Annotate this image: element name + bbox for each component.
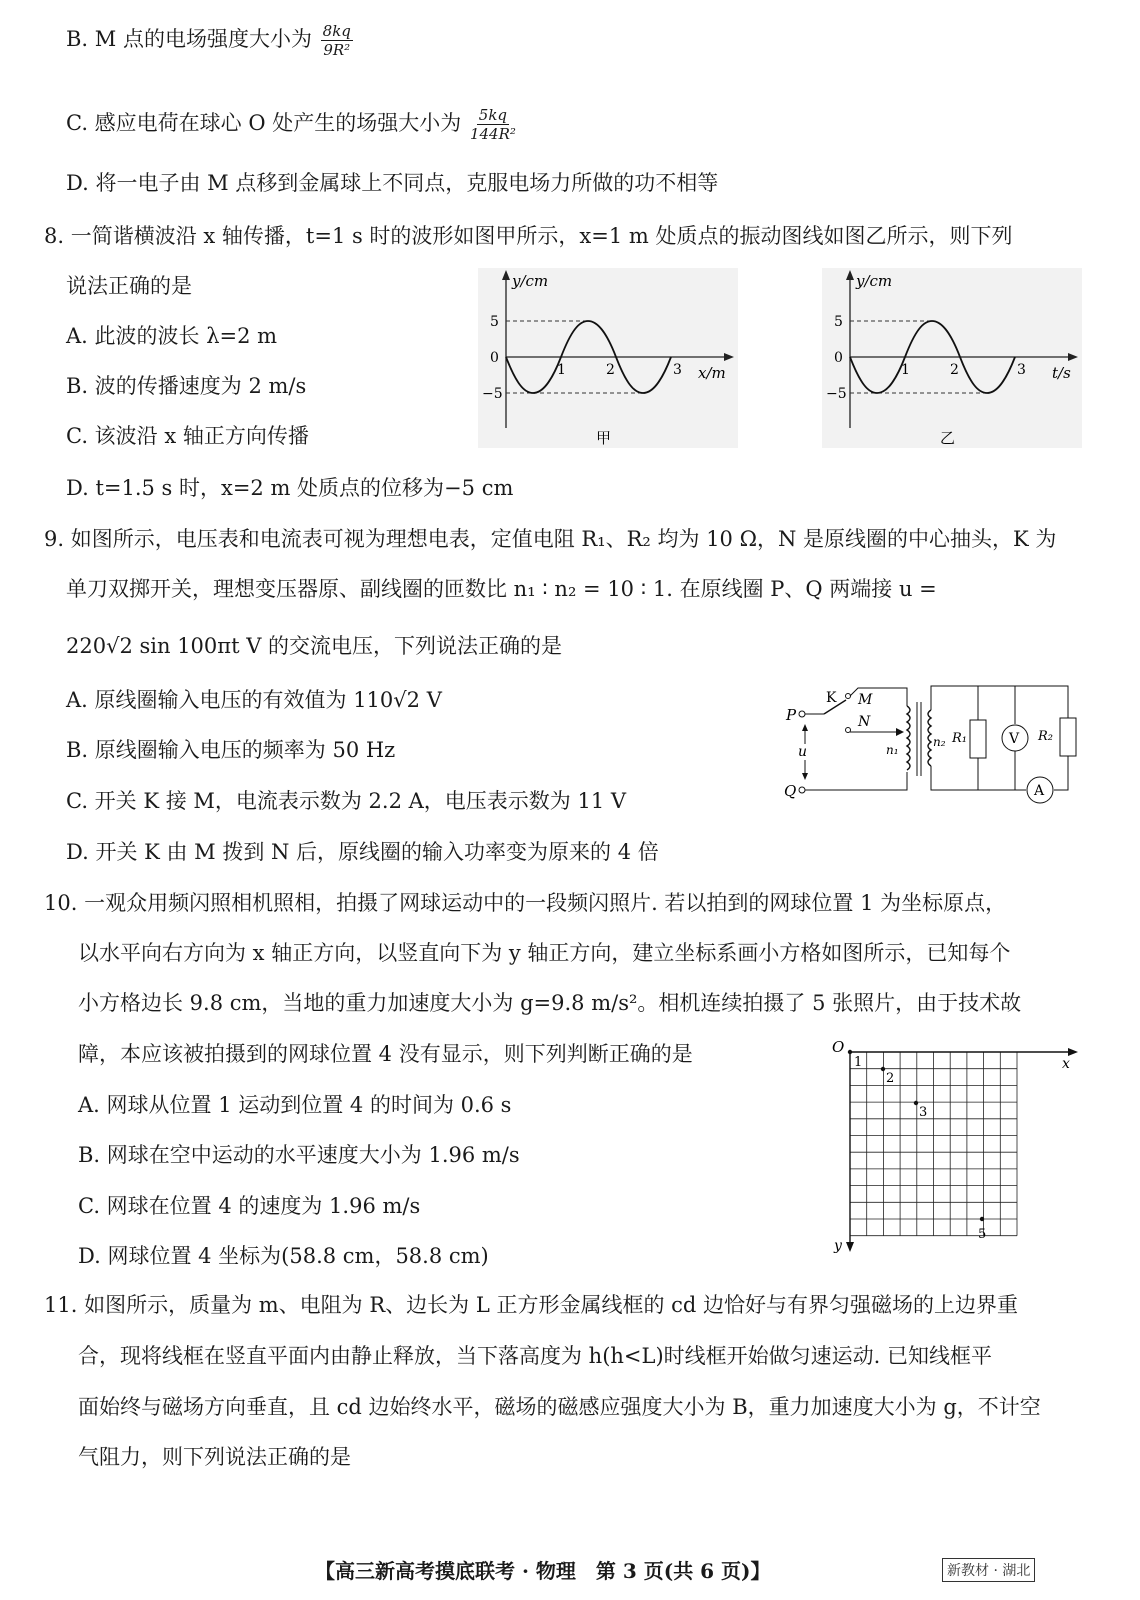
edition-badge: 新教材 · 湖北 xyxy=(942,1558,1035,1582)
y-axis-label: y/cm xyxy=(856,272,893,290)
ball-position-5 xyxy=(980,1217,984,1221)
graph-background xyxy=(822,268,1082,448)
t-tick-2: 2 xyxy=(950,362,959,378)
q8-vibration-graph-yi xyxy=(822,268,1082,448)
graph-caption: 甲 xyxy=(596,429,612,447)
t-axis-label: t/s xyxy=(1052,364,1071,382)
fraction-denominator: 9R² xyxy=(323,41,351,59)
label-r1: R₁ xyxy=(952,731,967,746)
q10-stem-line3: 小方格边长 9.8 cm，当地的重力加速度大小为 g=9.8 m/s²。相机连续拍摄了 5 张照片，由于技术故 xyxy=(78,991,1022,1015)
page-footer: 【高三新高考摸底联考 · 物理 第 3 页(共 6 页)】 xyxy=(315,1559,771,1583)
q8-option-c: C. 该波沿 x 轴正方向传播 xyxy=(66,424,309,448)
fraction-numerator: 5kq xyxy=(478,106,508,124)
u-arrow-down-icon xyxy=(802,773,808,780)
q9-option-c: C. 开关 K 接 M，电流表示数为 2.2 A，电压表示数为 11 V xyxy=(66,789,627,813)
q7-option-b-fraction xyxy=(321,22,353,59)
q9-transformer-circuit xyxy=(780,680,1090,810)
ball-position-2 xyxy=(881,1067,885,1071)
q11-stem-line3: 面始终与磁场方向垂直，且 cd 边始终水平，磁场的磁感应强度大小为 B，重力加速度大小为 g，不计空 xyxy=(78,1395,1041,1419)
q9-option-a: A. 原线圈输入电压的有效值为 110√2 V xyxy=(66,688,442,712)
r2-wire-bottom xyxy=(1054,756,1068,790)
ball-position-1 xyxy=(848,1050,852,1054)
y-tick-zero: 0 xyxy=(490,350,499,366)
ball-position-3 xyxy=(914,1101,918,1105)
u-arrow-up-icon xyxy=(802,724,808,731)
q8-option-b: B. 波的传播速度为 2 m/s xyxy=(66,374,307,398)
label-position-5: 5 xyxy=(978,1227,987,1242)
terminal-p xyxy=(799,711,805,717)
q7-option-c xyxy=(66,106,518,143)
contact-n xyxy=(846,728,851,733)
label-k: K xyxy=(826,690,837,706)
q9-option-d: D. 开关 K 由 M 拨到 N 后，原线圈的输入功率变为原来的 4 倍 xyxy=(66,840,659,864)
y-tick-zero: 0 xyxy=(834,350,843,366)
label-n: N xyxy=(858,714,871,730)
label-a: A xyxy=(1034,783,1045,799)
fraction-denominator: 144R² xyxy=(469,125,516,143)
graph-caption: 乙 xyxy=(940,429,956,447)
q8-option-a: A. 此波的波长 λ=2 m xyxy=(66,324,278,348)
y-tick-neg: −5 xyxy=(482,386,503,402)
q8-wave-graph-jia xyxy=(478,268,738,448)
label-q: Q xyxy=(784,782,797,800)
secondary-bottom-wire xyxy=(931,766,1018,790)
q11-stem-line1: 11. 如图所示，质量为 m、电阻为 R、边长为 L 正方形金属线框的 cd 边恰好与有界匀强磁场的上边界重 xyxy=(44,1293,1018,1317)
grid-lines xyxy=(850,1052,1017,1236)
q9-stem-line1: 9. 如图所示，电压表和电流表可视为理想电表，定值电阻 R₁、R₂ 均为 10 Ω，N 是原线圈的中心抽头，K 为 xyxy=(44,527,1057,551)
y-tick-neg: −5 xyxy=(826,386,847,402)
label-n1: n₁ xyxy=(886,743,899,757)
label-n2: n₂ xyxy=(933,735,946,749)
q10-option-d: D. 网球位置 4 坐标为(58.8 cm，58.8 cm) xyxy=(78,1244,489,1268)
q8-stem-line2: 说法正确的是 xyxy=(66,274,192,298)
label-position-3: 3 xyxy=(919,1105,928,1120)
q9-option-b: B. 原线圈输入电压的频率为 50 Hz xyxy=(66,738,396,762)
x-axis-label: x/m xyxy=(698,364,726,382)
label-r2: R₂ xyxy=(1038,729,1053,744)
q8-option-d: D. t=1.5 s 时，x=2 m 处质点的位移为−5 cm xyxy=(66,476,514,500)
secondary-coil xyxy=(928,710,931,766)
resistor-r2 xyxy=(1060,718,1076,756)
q9-stem-line3: 220√2 sin 100πt V 的交流电压，下列说法正确的是 xyxy=(66,634,563,658)
secondary-top-wire xyxy=(931,686,1068,718)
y-tick-pos: 5 xyxy=(490,314,499,330)
q7-option-b-text: B. M 点的电场强度大小为 xyxy=(66,27,312,51)
q7-option-b xyxy=(66,22,355,59)
label-position-1: 1 xyxy=(854,1055,863,1070)
fraction-numerator: 8kq xyxy=(322,22,351,40)
t-tick-1: 1 xyxy=(901,362,910,378)
label-position-2: 2 xyxy=(886,1071,895,1086)
x-axis-arrow-icon xyxy=(1068,1048,1078,1056)
wire-q-to-primary xyxy=(805,772,907,790)
q9-stem-line2: 单刀双掷开关，理想变压器原、副线圈的匝数比 n₁ ∶ n₂ = 10 ∶ 1. 在原线圈 P、Q 两端接 u = xyxy=(66,577,937,601)
q10-stem-line4: 障，本应该被拍摄到的网球位置 4 没有显示，则下列判断正确的是 xyxy=(78,1042,693,1066)
q10-stem-line2: 以水平向右方向为 x 轴正方向，以竖直向下为 y 轴正方向，建立坐标系画小方格如图所示，已知每个 xyxy=(78,941,1011,965)
q7-option-c-fraction xyxy=(470,106,516,143)
label-m: M xyxy=(858,692,873,708)
q7-option-d: D. 将一电子由 M 点移到金属球上不同点，克服电场力所做的功不相等 xyxy=(66,171,719,195)
q11-stem-line4: 气阻力，则下列说法正确的是 xyxy=(78,1445,351,1469)
graph-background xyxy=(478,268,738,448)
q8-stem-line1: 8. 一简谐横波沿 x 轴传播，t=1 s 时的波形如图甲所示，x=1 m 处质点的振动图线如图乙所示，则下列 xyxy=(44,224,1013,248)
contact-m xyxy=(846,694,851,699)
y-tick-pos: 5 xyxy=(834,314,843,330)
q10-option-b: B. 网球在空中运动的水平速度大小为 1.96 m/s xyxy=(78,1143,520,1167)
q10-option-c: C. 网球在位置 4 的速度为 1.96 m/s xyxy=(78,1194,421,1218)
t-tick-3: 3 xyxy=(1017,362,1026,378)
label-v: V xyxy=(1009,731,1020,747)
x-tick-3: 3 xyxy=(673,362,682,378)
q7-option-c-text: C. 感应电荷在球心 O 处产生的场强大小为 xyxy=(66,111,462,135)
q10-stem-line1: 10. 一观众用频闪照相机照相，拍摄了网球运动中的一段频闪照片. 若以拍到的网球位置 1 为坐标原点， xyxy=(44,891,1007,915)
x-tick-1: 1 xyxy=(557,362,566,378)
label-y: y xyxy=(834,1238,842,1254)
label-x: x xyxy=(1062,1056,1070,1072)
x-tick-2: 2 xyxy=(606,362,615,378)
tap-arrow-icon xyxy=(896,728,904,736)
y-axis-label: y/cm xyxy=(512,272,549,290)
q10-flash-photo-grid xyxy=(826,1036,1086,1261)
label-p: P xyxy=(786,706,797,724)
label-origin: O xyxy=(832,1038,845,1056)
y-axis-arrow-icon xyxy=(846,1242,854,1252)
q11-stem-line2: 合，现将线框在竖直平面内由静止释放，当下落高度为 h(h<L)时线框开始做匀速运动. 已知线框平 xyxy=(78,1344,992,1368)
q10-option-a: A. 网球从位置 1 运动到位置 4 的时间为 0.6 s xyxy=(78,1093,512,1117)
primary-coil xyxy=(907,706,910,770)
label-u: u xyxy=(798,744,808,760)
terminal-q xyxy=(799,787,805,793)
resistor-r1 xyxy=(970,720,986,758)
